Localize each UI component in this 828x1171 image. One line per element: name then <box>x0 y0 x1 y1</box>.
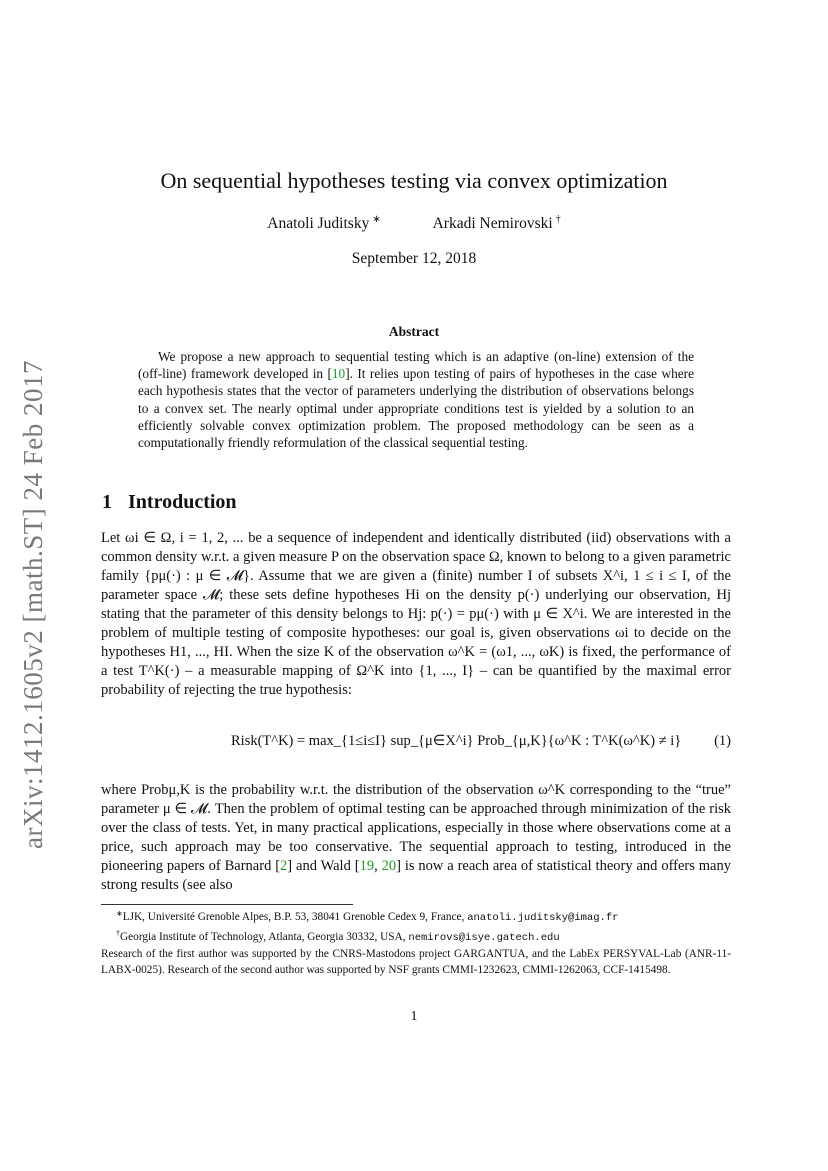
arxiv-identifier: arXiv:1412.1605v2 [math.ST] 24 Feb 2017 <box>18 360 48 850</box>
footnote-2-mark: † <box>116 929 120 938</box>
footnote-2-text: Georgia Institute of Technology, Atlanta, Georgia 30332, USA, <box>120 931 409 943</box>
author-2 <box>433 214 561 233</box>
footnote-2-email: nemirovs@isye.gatech.edu <box>408 932 560 944</box>
citation-link[interactable]: 20 <box>381 858 397 874</box>
author-list <box>0 214 828 233</box>
para2-text-4: ] is now a reach area of statistical theory and offers many strong results (see also <box>101 858 731 893</box>
footnote-divider <box>101 904 353 905</box>
page-number: 1 <box>410 1009 418 1024</box>
abstract-heading: Abstract <box>388 324 440 339</box>
equation-number: (1) <box>714 733 731 749</box>
footnote-1-mark: ∗ <box>116 909 123 918</box>
paper-title: On sequential hypotheses testing via convex optimization <box>160 168 668 193</box>
author-2-name: Arkadi Nemirovski <box>432 215 553 232</box>
paper-date: September 12, 2018 <box>351 250 477 267</box>
abstract-text-part-2: ]. It relies upon testing of pairs of hypotheses in the case where each hypothesis states that the vector of parameters underlying the distribution of observations belongs to a convex set. The nearly optimal under appropriate conditions test is yielded by a solution to an efficiently solvable convex optimization problem. The proposed methodology can be seen as a computationally friendly reformulation of the classical sequential testing. <box>138 366 694 451</box>
footnotes <box>101 906 731 978</box>
author-1-name: Anatoli Juditsky <box>267 215 370 232</box>
section-title: Introduction <box>128 491 237 513</box>
intro-paragraph-1: Let ωi ∈ Ω, i = 1, 2, ... be a sequence of independent and identically distributed (iid) observations with a common density w.r.t. a given measure P on the observation space Ω, known to belong to a given parametric family {pμ(·) : μ ∈ 𝓜}. Assume that we are given a (finite) number I of subsets X^i, 1 ≤ i ≤ I, of the parameter space 𝓜; these sets define hypotheses Hi on the density p(·) underlying our observation, Hj stating that the parameter of this density belongs to Hj: p(·) = pμ(·) with μ ∈ X^i. We are interested in the problem of multiple testing of composite hypotheses: our goal is, given observations ωi to decide on the hypotheses H1, ..., HI. When the size K of the observation ω^K = (ω1, ..., ωK) is fixed, the performance of a test T^K(·) – a measurable mapping of Ω^K into {1, ..., I} – can be quantified by the maximal error probability of rejecting the true hypothesis: <box>101 530 731 698</box>
footnote-1 <box>101 906 731 926</box>
para2-text-2: ] and Wald [ <box>287 858 360 874</box>
author-2-footnote-mark: † <box>555 214 561 225</box>
abstract-text <box>138 348 694 451</box>
equation-body: Risk(T^K) = max_{1≤i≤I} sup_{μ∈X^i} Prob_{μ,K}{ω^K : T^K(ω^K) ≠ i} <box>231 733 682 749</box>
para2-text-3: , <box>374 858 382 874</box>
author-1-footnote-mark: ∗ <box>372 214 381 225</box>
footnote-1-text: LJK, Université Grenoble Alpes, B.P. 53, 38041 Grenoble Cedex 9, France, <box>122 911 468 923</box>
author-1 <box>267 214 380 233</box>
citation-link[interactable]: 2 <box>280 858 288 874</box>
funding-note: Research of the first author was supported by the CNRS-Mastodons project GARGANTUA, and the LabEx PERSYVAL-Lab (ANR-11-LABX-0025). Research of the second author was supported by NSF grants CMMI-1232623, CMMI-1262063, CCF-1415498. <box>101 948 731 976</box>
citation-link[interactable]: 10 <box>331 366 346 382</box>
footnote-1-email: anatoli.juditsky@imag.fr <box>467 912 619 924</box>
para2-text-1: where Probμ,K is the probability w.r.t. the distribution of the observation ω^K corresponding to the “true” parameter μ ∈ 𝓜. Then the problem of optimal testing can be approached through minimization of the risk over the class of tests. Yet, in many practical applications, especially in those where observations come at a price, such approach may be too conservative. The sequential approach to testing, introduced in the pioneering papers of Barnard [ <box>101 782 731 874</box>
section-number: 1 <box>102 491 112 513</box>
section-heading <box>102 491 722 514</box>
intro-paragraph-2 <box>101 781 731 895</box>
footnote-2 <box>101 926 731 946</box>
abstract-text-part-1: We propose a new approach to sequential testing which is an adaptive (on-line) extension of the (off-line) framework developed in [ <box>138 349 694 382</box>
citation-link[interactable]: 19 <box>359 858 375 874</box>
equation-1 <box>101 733 731 763</box>
